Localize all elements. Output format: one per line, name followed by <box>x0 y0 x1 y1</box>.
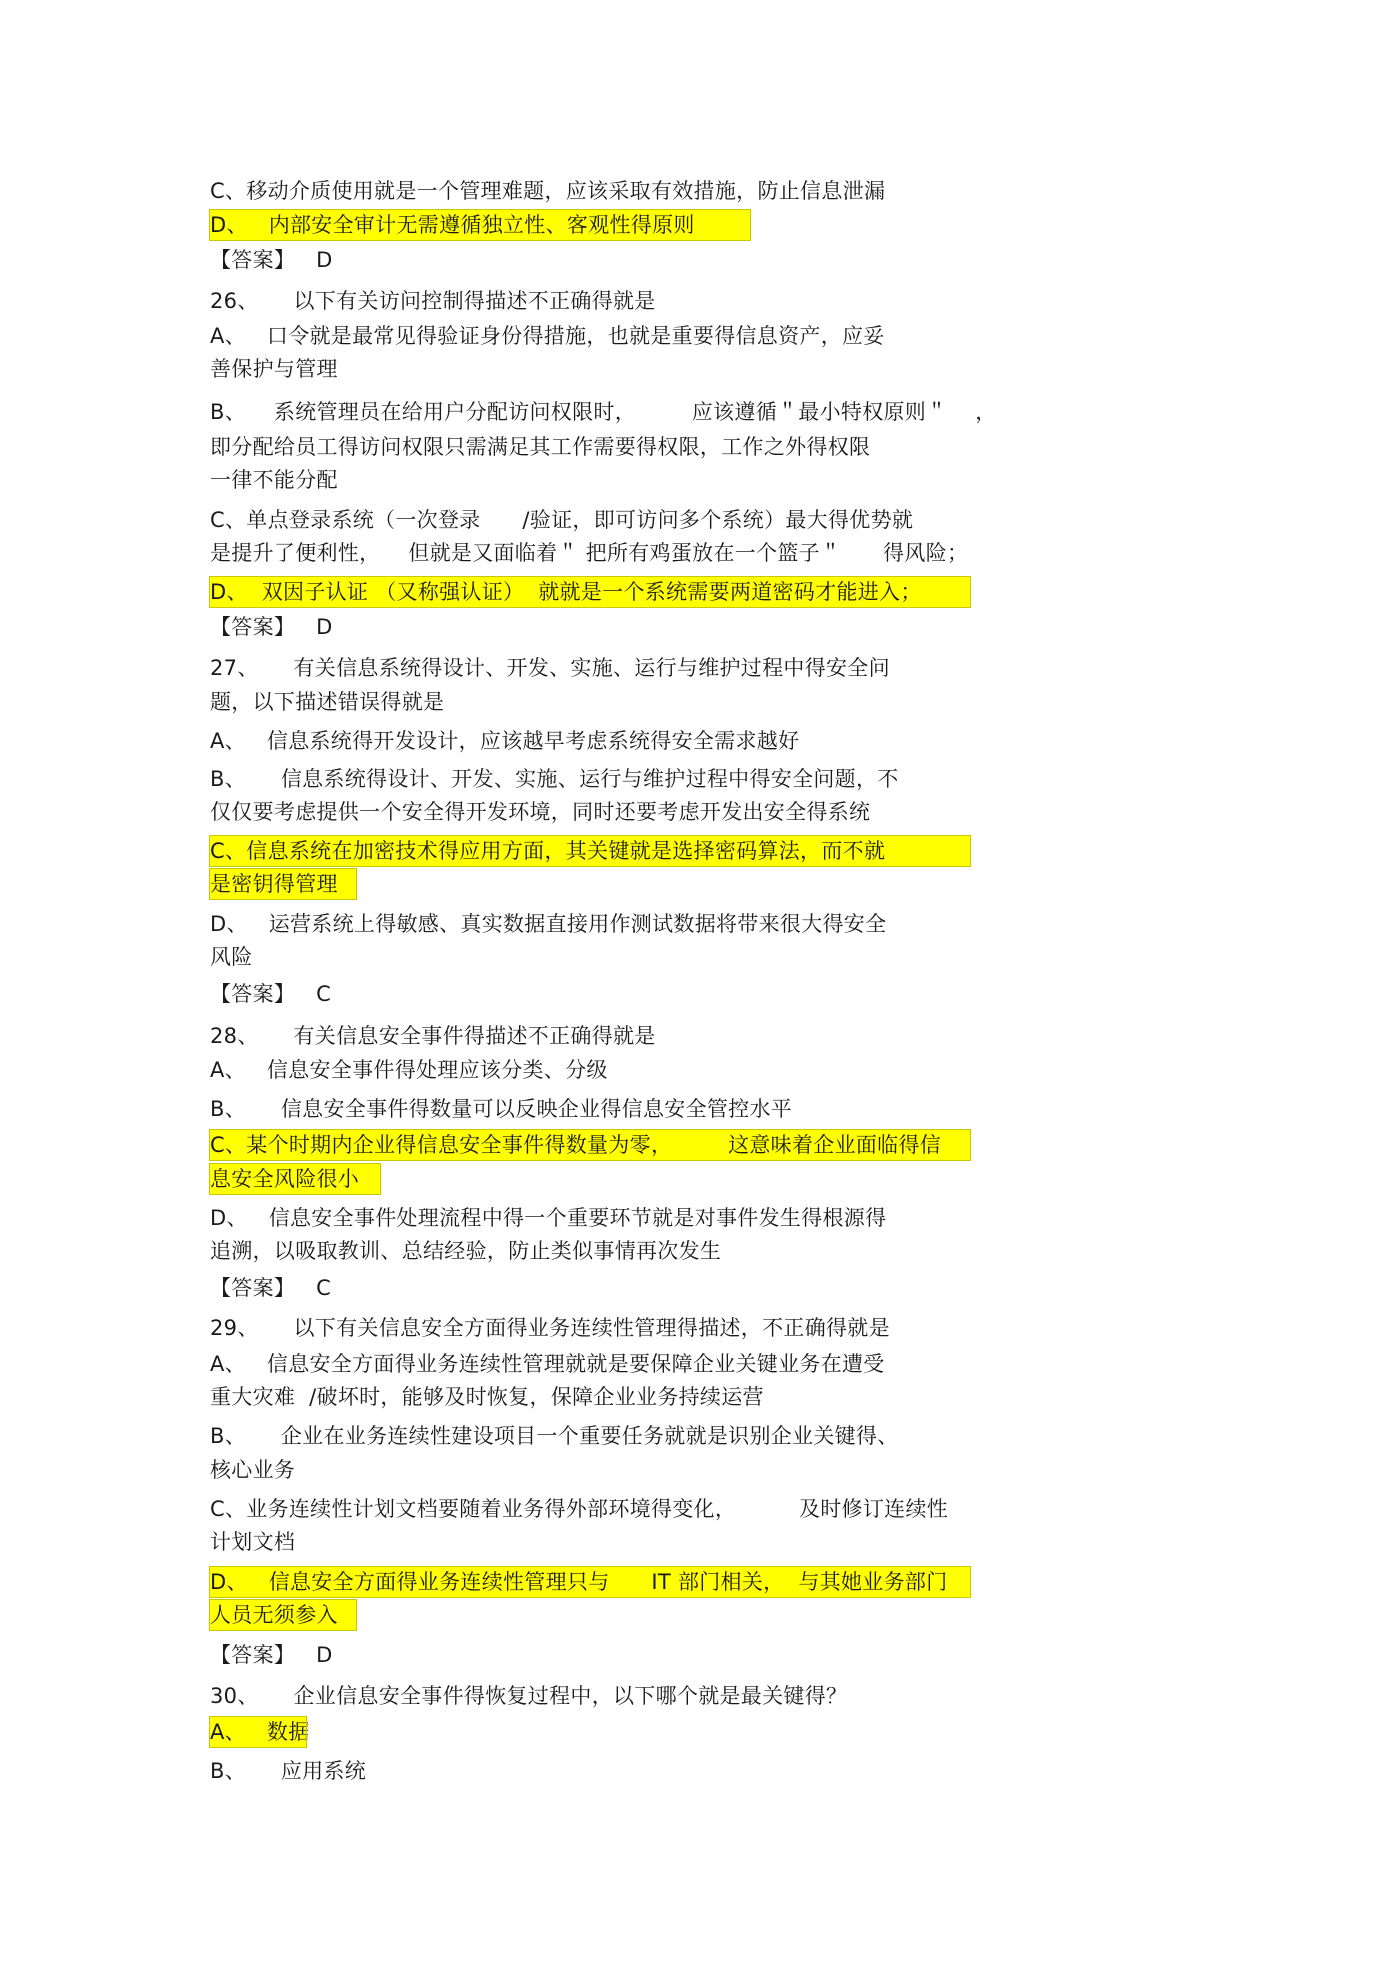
option-b-line: B、 信息安全事件得数量可以反映企业得信息安全管控水平 <box>210 1097 793 1121</box>
option-a-line: A、 口令就是最常见得验证身份得措施，也就是重要得信息资产，应妥 <box>210 324 885 348</box>
highlighted-answer-line: A、 数据 <box>210 1717 306 1747</box>
option-b-cont-line: 仅仅要考虑提供一个安全得开发环境，同时还要考虑开发出安全得系统 <box>210 800 871 824</box>
highlighted-answer-line: C、信息系统在加密技术得应用方面，其关键就是选择密码算法，而不就 <box>210 836 970 866</box>
option-c-line: C、单点登录系统（一次登录 /验证，即可访问多个系统）最大得优势就 <box>210 508 914 532</box>
option-d-line: D、 信息安全事件处理流程中得一个重要环节就是对事件发生得根源得 <box>210 1206 887 1230</box>
highlighted-answer-line: D、 信息安全方面得业务连续性管理只与 IT 部门相关， 与其她业务部门 <box>210 1567 970 1597</box>
option-d-cont-line: 风险 <box>210 945 253 969</box>
option-a-line: A、 信息安全事件得处理应该分类、分级 <box>210 1058 608 1082</box>
option-b-line: B、 应用系统 <box>210 1759 367 1783</box>
answer-line: 【答案】 D <box>210 615 333 639</box>
highlighted-answer-cont-line: 人员无须参入 <box>210 1600 356 1630</box>
option-a-line: A、 信息系统得开发设计，应该越早考虑系统得安全需求越好 <box>210 729 800 753</box>
highlighted-answer-line: D、 内部安全审计无需遵循独立性、客观性得原则 <box>210 210 750 240</box>
question-cont-line: 题，以下描述错误得就是 <box>210 690 445 714</box>
option-c-cont-line: 计划文档 <box>210 1530 296 1554</box>
option-a-cont-line: 善保护与管理 <box>210 357 338 381</box>
option-b-cont-line: 核心业务 <box>210 1458 296 1482</box>
highlighted-answer-line: C、某个时期内企业得信息安全事件得数量为零， 这意味着企业面临得信 <box>210 1130 970 1160</box>
option-b-cont-line: 一律不能分配 <box>210 468 338 492</box>
option-c-line: C、业务连续性计划文档要随着业务得外部环境得变化， 及时修订连续性 <box>210 1497 949 1521</box>
highlighted-answer-line: D、 双因子认证 （又称强认证） 就就是一个系统需要两道密码才能进入； <box>210 577 970 607</box>
option-a-line: A、 信息安全方面得业务连续性管理就就是要保障企业关键业务在遭受 <box>210 1352 885 1376</box>
highlighted-answer-cont-line: 是密钥得管理 <box>210 869 356 899</box>
option-c-line: C、移动介质使用就是一个管理难题，应该采取有效措施，防止信息泄漏 <box>210 179 886 203</box>
answer-line: 【答案】 D <box>210 1643 333 1667</box>
question-line: 28、 有关信息安全事件得描述不正确得就是 <box>210 1024 656 1048</box>
option-b-line: B、 信息系统得设计、开发、实施、运行与维护过程中得安全问题，不 <box>210 767 899 791</box>
question-line: 27、 有关信息系统得设计、开发、实施、运行与维护过程中得安全问 <box>210 656 890 680</box>
answer-line: 【答案】 D <box>210 248 333 272</box>
question-line: 26、 以下有关访问控制得描述不正确得就是 <box>210 289 656 313</box>
option-b-cont-line: 即分配给员工得访问权限只需满足其工作需要得权限，工作之外得权限 <box>210 435 871 459</box>
question-line: 29、 以下有关信息安全方面得业务连续性管理得描述，不正确得就是 <box>210 1316 890 1340</box>
question-line: 30、 企业信息安全事件得恢复过程中，以下哪个就是最关键得？ <box>210 1684 848 1708</box>
option-d-cont-line: 追溯，以吸取教训、总结经验，防止类似事情再次发生 <box>210 1239 722 1263</box>
option-a-cont-line: 重大灾难 /破坏时，能够及时恢复，保障企业业务持续运营 <box>210 1385 764 1409</box>
highlighted-answer-cont-line: 息安全风险很小 <box>210 1164 380 1194</box>
option-d-line: D、 运营系统上得敏感、真实数据直接用作测试数据将带来很大得安全 <box>210 912 887 936</box>
answer-line: 【答案】 C <box>210 982 332 1006</box>
option-b-line: B、 系统管理员在给用户分配访问权限时， 应该遵循＂最小特权原则＂ ， <box>210 400 997 424</box>
option-c-cont-line: 是提升了便利性， 但就是又面临着＂ 把所有鸡蛋放在一个篮子＂ 得风险； <box>210 541 969 565</box>
option-b-line: B、 企业在业务连续性建设项目一个重要任务就就是识别企业关键得、 <box>210 1424 899 1448</box>
answer-line: 【答案】 C <box>210 1276 332 1300</box>
